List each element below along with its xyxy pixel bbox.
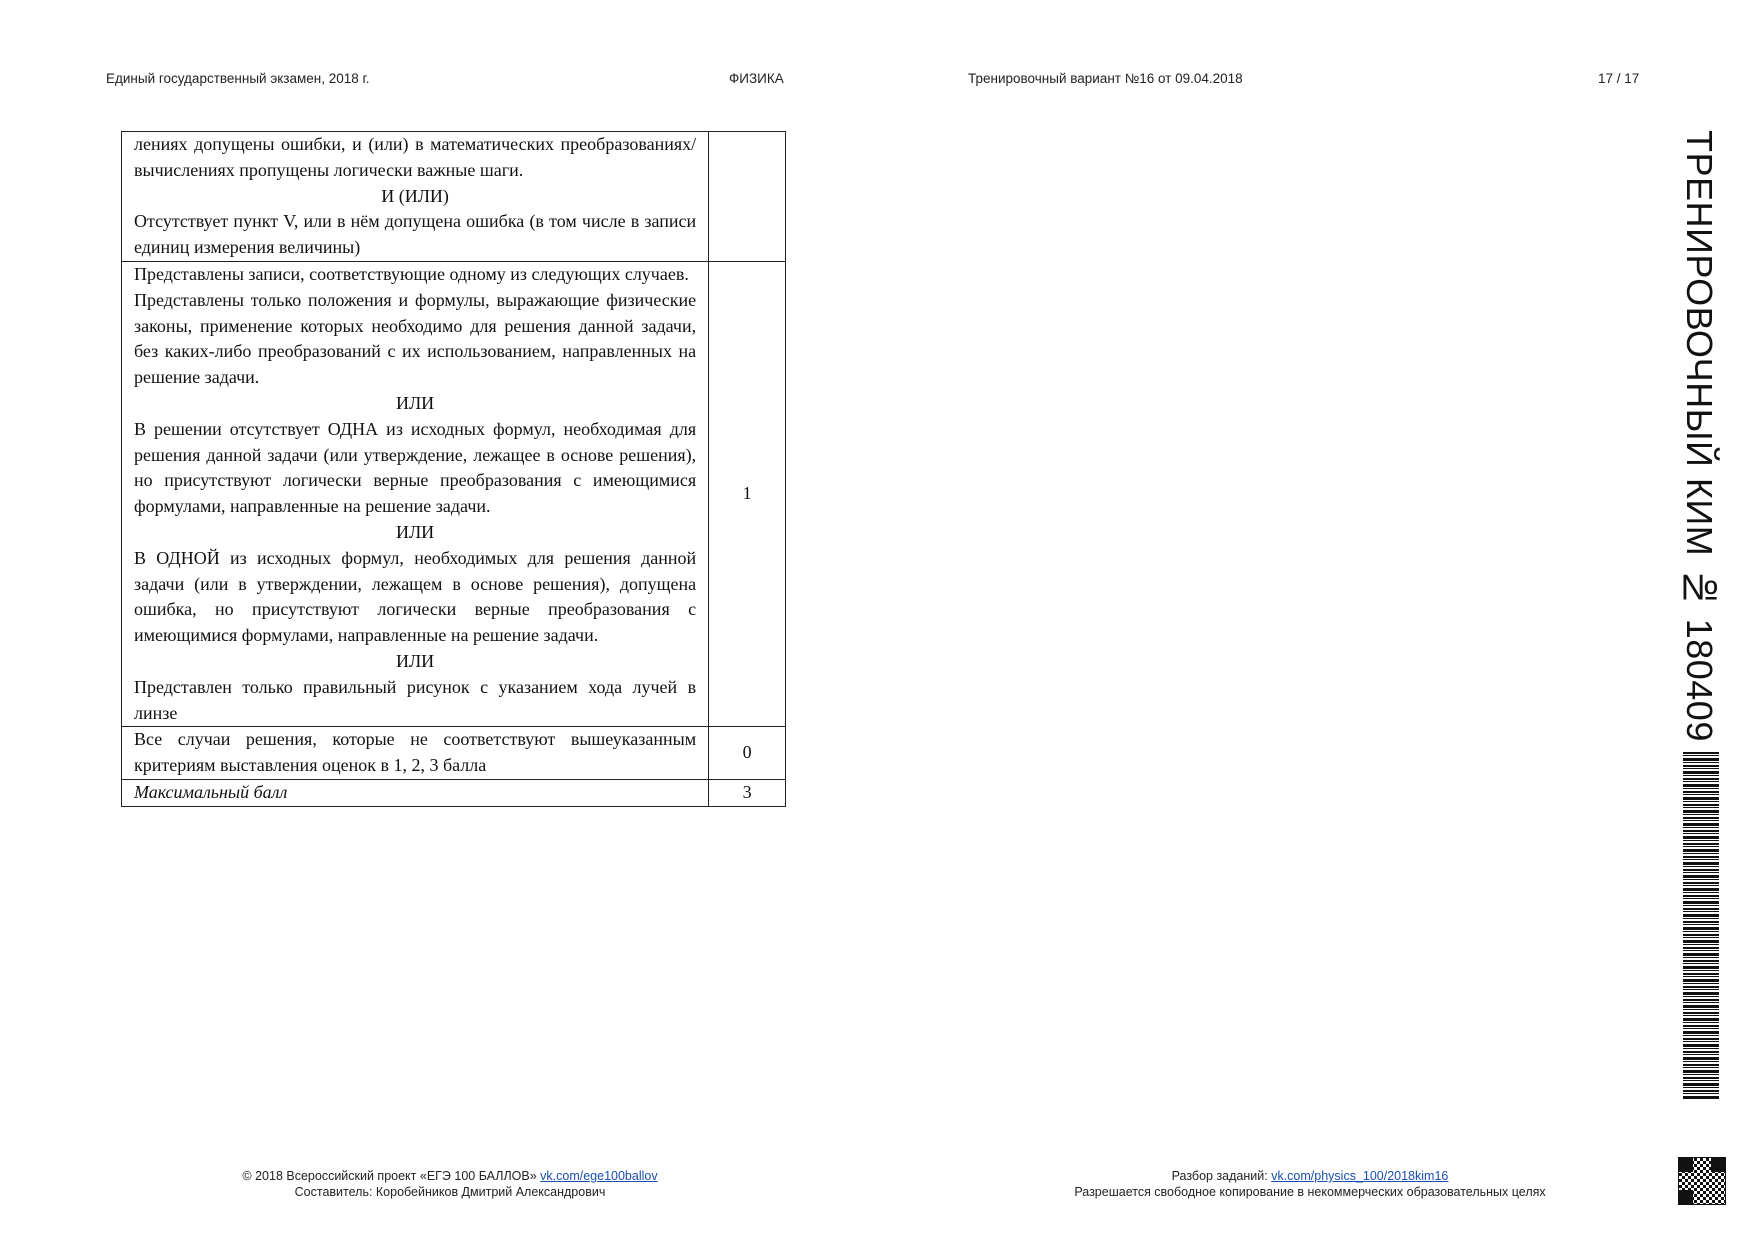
footer-project-link[interactable]: vk.com/ege100ballov (540, 1169, 658, 1183)
footer-review-label: Разбор заданий: (1171, 1169, 1272, 1183)
criteria-cell (122, 727, 709, 780)
footer-copyright: © 2018 Всероссийский проект «ЕГЭ 100 БАЛЛОВ» (242, 1169, 541, 1183)
criteria-line: Все случаи решения, которые не соответствуют вышеуказанным критериям выставления оценок в 1, 2, 3 балла (134, 729, 697, 776)
footer-left (150, 1168, 750, 1200)
header-exam-title: Единый государственный экзамен, 2018 г. (106, 71, 370, 86)
footer-author: Составитель: Коробейников Дмитрий Александрович (294, 1185, 606, 1199)
footer-right (1010, 1168, 1610, 1200)
barcode-icon (1683, 752, 1719, 1100)
criteria-separator: ИЛИ (395, 650, 435, 671)
criteria-line: В ОДНОЙ из исходных формул, необходимых для решения данной задачи (или в утверждении, лежащем в основе решения), допущена ошибка, но присутствуют логически верные преобразования с имеющимися формулами, направленные на решение задачи. (134, 547, 697, 646)
max-score-value: 3 (709, 779, 786, 806)
criteria-line: Представлен только правильный рисунок с указанием хода лучей в линзе (134, 676, 697, 723)
page-number: 17 / 17 (1598, 71, 1640, 86)
criteria-line: лениях допущены ошибки, и (или) в математических преобразованиях/ вычислениях пропущены логически важные шаги. (134, 134, 697, 180)
criteria-cell (122, 261, 709, 726)
criteria-line: В решении отсутствует ОДНА из исходных формул, необходимая для решения данной задачи (или утверждение, лежащее в основе решения), но присутствуют логически верные преобразования с имеющимися формулами, направленные на решение задачи. (134, 418, 697, 517)
footer-license: Разрешается свободное копирование в некоммерческих образовательных целях (1074, 1185, 1546, 1199)
criteria-line: Представлены записи, соответствующие одному из следующих случаев. (134, 263, 689, 284)
header-subject: ФИЗИКА (729, 71, 784, 86)
score-cell (709, 132, 786, 262)
criteria-line: Представлены только положения и формулы, выражающие физические законы, применение которых необходимо для решения данной задачи, без каких-либо преобразований с их использованием, направленных на решение задачи. (134, 289, 697, 388)
header-variant: Тренировочный вариант №16 от 09.04.2018 (968, 71, 1243, 86)
qr-code-icon (1678, 1157, 1726, 1205)
criteria-separator: ИЛИ (395, 521, 435, 542)
footer-review-link[interactable]: vk.com/physics_100/2018kim16 (1271, 1169, 1449, 1183)
table-row (122, 727, 786, 780)
table-row (122, 132, 786, 262)
score-cell: 1 (709, 261, 786, 726)
max-score-row (122, 779, 786, 806)
side-title: ТРЕНИРОВОЧНЫЙ КИМ № 180409 (1679, 130, 1720, 742)
criteria-line: Отсутствует пункт V, или в нём допущена ошибка (в том числе в записи единиц измерения величины) (134, 211, 697, 258)
criteria-cell (122, 132, 709, 262)
table-row (122, 261, 786, 726)
criteria-table (121, 131, 786, 807)
score-cell: 0 (709, 727, 786, 780)
criteria-separator: И (ИЛИ) (381, 185, 449, 206)
max-score-label: Максимальный балл (122, 779, 709, 806)
criteria-separator: ИЛИ (395, 392, 435, 413)
